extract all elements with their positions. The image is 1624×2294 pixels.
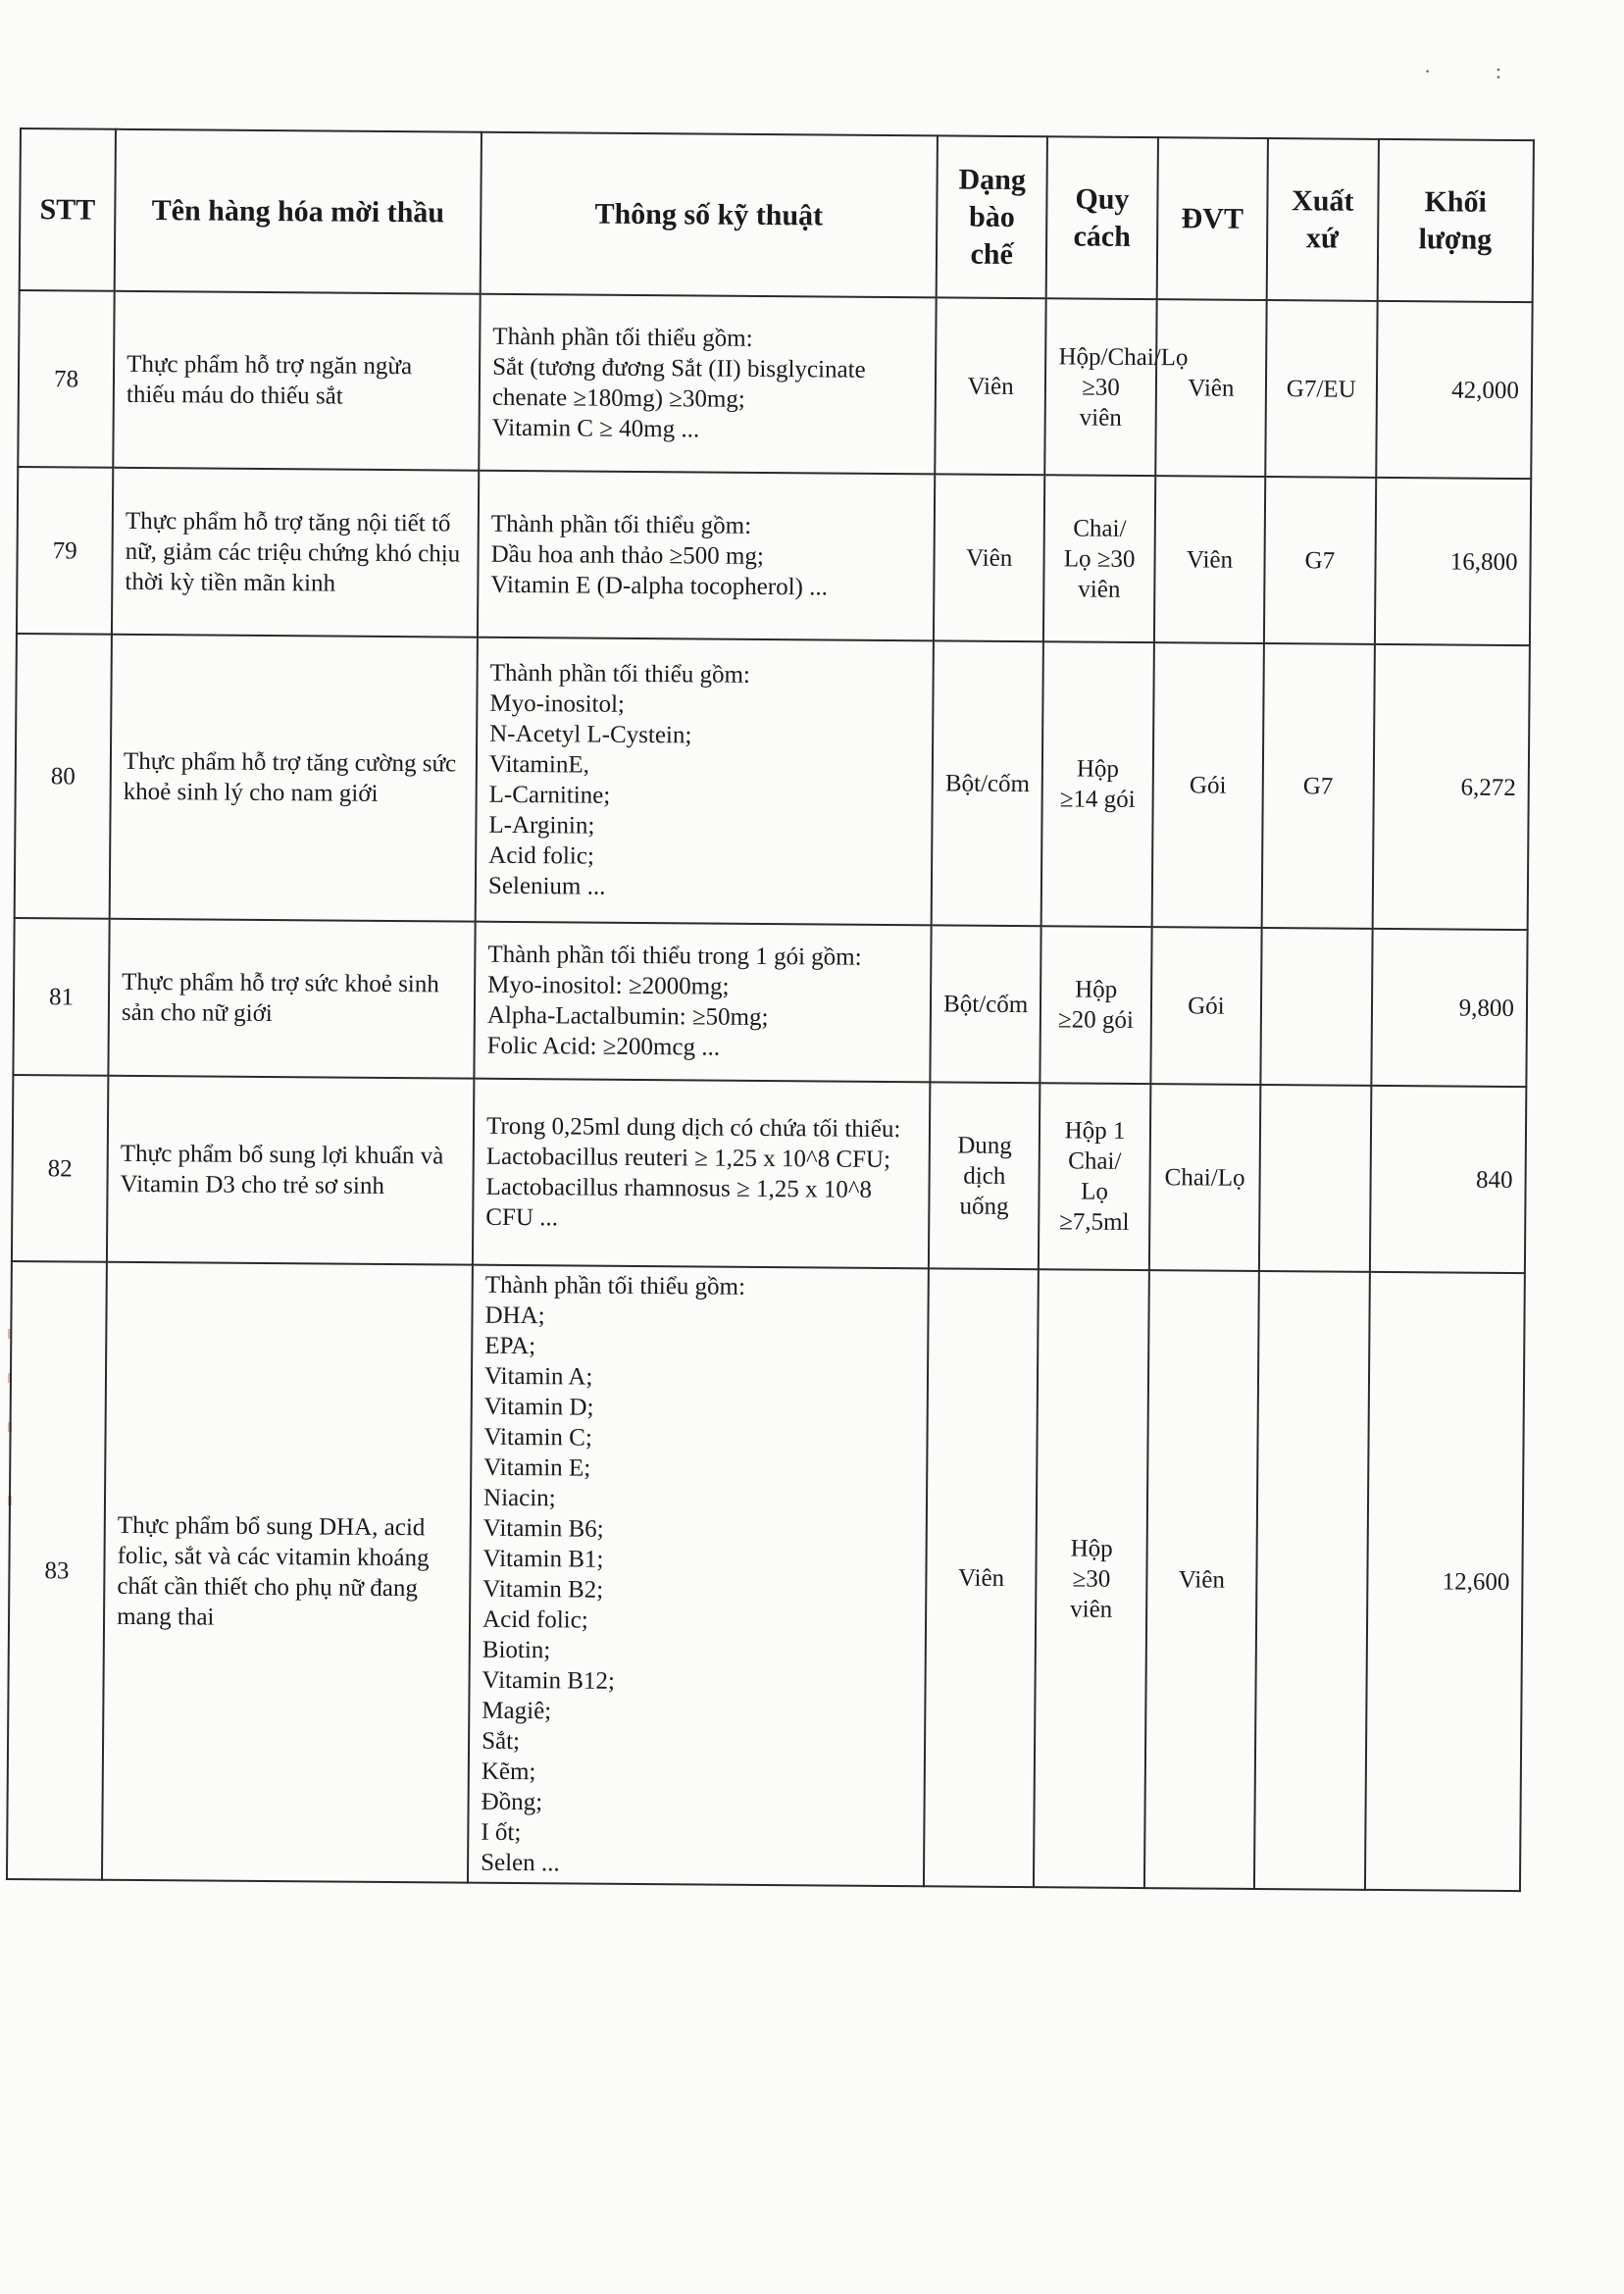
row-number-cell: 81 [13,918,109,1076]
spec-line: Thành phần tối thiểu gồm: [484,1271,746,1300]
product-name-cell: Thực phẩm hỗ trợ ngăn ngừa thiếu máu do thiếu sắt [113,291,480,471]
spec-line: Vitamin D; [483,1393,594,1421]
packaging-cell: Hộp 1 Chai/ Lọ ≥7,5ml [1039,1083,1150,1270]
product-name-cell: Thực phẩm hỗ trợ tăng nội tiết tố nữ, giảm các triệu chứng khó chịu thời kỳ tiền mãn kinh [112,468,479,637]
table-row [12,1075,1526,1273]
spec-line: VitaminE, [488,750,590,779]
spec-line: L-Arginin; [488,811,595,840]
spec-line: DHA; [484,1301,545,1330]
row-number-cell: 83 [7,1261,107,1880]
origin-cell: G7 [1264,477,1376,644]
spec-line: L-Carnitine; [488,781,611,809]
product-name-cell: Thực phẩm hỗ trợ tăng cường sức khoẻ sinh lý cho nam giới [110,635,478,922]
table-body [7,290,1533,1891]
quantity-cell: 16,800 [1374,478,1531,645]
quantity-cell: 840 [1369,1086,1526,1273]
spec-line: Selen ... [481,1849,560,1877]
quantity-cell: 42,000 [1376,301,1533,479]
spec-line: Acid folic; [488,841,594,870]
spec-line: Vitamin E (D-alpha tocopherol) ... [490,571,829,600]
spec-line: Vitamin B6; [482,1514,604,1543]
technical-spec-cell [468,1265,929,1887]
spec-line: Vitamin C ≥ 40mg ... [491,414,700,443]
spec-line: Selenium ... [487,872,606,900]
dosage-form-cell: Viên [924,1268,1039,1887]
spec-line: EPA; [484,1332,536,1360]
spec-line: Niacin; [482,1484,556,1512]
spec-line: Biotin; [482,1636,551,1664]
quantity-cell: 12,600 [1364,1272,1524,1891]
packaging-cell: Hộp/Chai/Lọ ≥30 viên [1045,298,1157,476]
packaging-cell: Hộp ≥14 gói [1041,641,1154,927]
table-header-row [20,128,1534,302]
technical-spec-cell [478,471,935,641]
row-number-cell: 78 [18,290,114,468]
spec-line: Lactobacillus rhamnosus ≥ 1,25 x 10^8 CFU ... [485,1173,873,1232]
packaging-cell: Chai/ Lọ ≥30 viên [1043,475,1155,642]
spec-line: Sắt; [482,1727,521,1756]
table-row [18,290,1532,479]
header-stt: STT [20,128,116,291]
spec-line: Thành phần tối thiểu gồm: [489,659,751,688]
spec-line: Thành phần tối thiểu gồm: [492,323,753,352]
spec-line: Alpha-Lactalbumin: ≥50mg; [486,1001,769,1032]
packaging-cell: Hộp ≥30 viên [1034,1269,1148,1888]
technical-spec-cell [473,1079,930,1269]
spec-line: Đồng; [481,1788,543,1816]
spec-line: Folic Acid: ≥200mcg ... [486,1032,721,1061]
spec-line: Vitamin B2; [482,1575,604,1604]
technical-spec-cell [479,294,936,475]
unit-cell: Chai/Lọ [1149,1084,1261,1271]
spec-line: Vitamin E; [483,1453,591,1482]
quantity-cell: 6,272 [1372,644,1530,930]
spec-line: Vitamin C; [483,1423,592,1452]
table-row [15,634,1530,930]
spec-line: Vitamin B1; [482,1545,604,1573]
spec-line: Vitamin A; [483,1362,593,1391]
unit-cell: Gói [1150,927,1262,1085]
table-row [17,467,1531,645]
spec-line: Vitamin B12; [482,1666,616,1695]
packaging-cell: Hộp ≥20 gói [1040,926,1152,1084]
header-form: Dạng bào chế [937,135,1048,298]
row-number-cell: 80 [15,634,112,919]
spec-line: Lactobacillus reuteri ≥ 1,25 x 10^8 CFU; [485,1143,891,1174]
origin-cell: G7 [1262,643,1375,929]
product-name-cell: Thực phẩm bổ sung DHA, acid folic, sắt và các vitamin khoáng chất cần thiết cho phụ nữ đang mang thai [102,1262,473,1883]
table-row [13,918,1527,1087]
header-qty: Khối lượng [1377,139,1534,302]
header-pack: Quy cách [1046,136,1158,299]
header-name: Tên hàng hóa mời thầu [115,129,482,294]
quantity-cell: 9,800 [1371,929,1528,1087]
spec-line: Acid folic; [482,1606,588,1634]
spec-line: Thành phần tối thiểu gồm: [490,510,752,539]
header-spec: Thông số kỹ thuật [481,132,938,298]
procurement-table [6,127,1535,1892]
dosage-form-cell: Bột/cốm [932,640,1044,926]
spec-line: Myo-inositol; [489,689,626,718]
product-name-cell: Thực phẩm bổ sung lợi khuẩn và Vitamin D3 cho trẻ sơ sinh [107,1076,474,1265]
unit-cell: Viên [1154,476,1266,643]
origin-cell [1259,1085,1371,1272]
dosage-form-cell: Dung dịch uống [929,1082,1040,1269]
spec-line: Magiê; [482,1697,552,1725]
origin-cell [1254,1271,1369,1890]
technical-spec-cell [474,922,931,1083]
header-unit: ĐVT [1156,137,1268,300]
spec-line: Thành phần tối thiểu trong 1 gói gồm: [487,941,862,971]
row-number-cell: 79 [17,467,113,635]
unit-cell: Viên [1144,1270,1259,1889]
spec-line: Dầu hoa anh thảo ≥500 mg; [490,540,764,570]
row-number-cell: 82 [12,1075,109,1262]
spec-line: N-Acetyl L-Cystein; [489,720,692,749]
unit-cell: Viên [1155,299,1267,477]
dosage-form-cell: Bột/cốm [930,925,1041,1083]
unit-cell: Gói [1151,642,1264,928]
page-corner-marks: · : [1424,59,1531,83]
table-row [7,1261,1525,1891]
origin-cell [1261,928,1373,1086]
product-name-cell: Thực phẩm hỗ trợ sức khoẻ sinh sản cho nữ giới [108,919,475,1079]
spec-line: I ốt; [481,1818,522,1847]
spec-line: Kẽm; [481,1758,536,1786]
header-origin: Xuất xứ [1267,138,1379,301]
spec-line: Myo-inositol: ≥2000mg; [487,971,730,1000]
technical-spec-cell [476,637,934,926]
origin-cell: G7/EU [1265,300,1377,478]
spec-line: Trong 0,25ml dung dịch có chứa tối thiểu: [485,1112,901,1144]
dosage-form-cell: Viên [935,297,1046,475]
dosage-form-cell: Viên [934,474,1045,641]
spec-line: Sắt (tương đương Sắt (II) bisglycinate chenate ≥180mg) ≥30mg; [491,353,866,413]
